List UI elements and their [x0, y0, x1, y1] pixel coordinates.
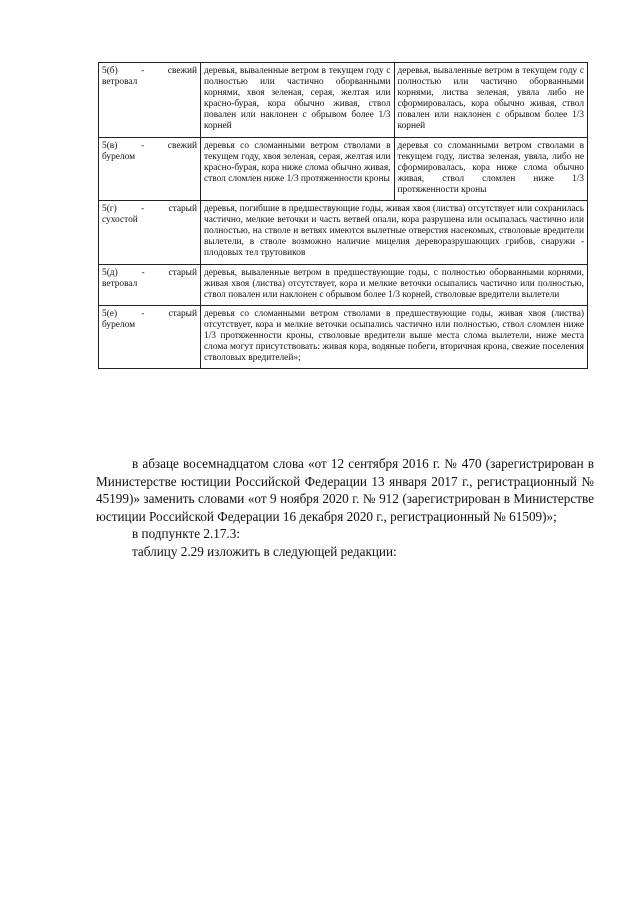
category-label: 5(б) - свежий	[102, 66, 197, 76]
category-label-line2: ветровал	[102, 278, 138, 289]
category-cell	[99, 63, 201, 138]
coniferous-description-cell: деревья, вываленные ветром в текущем году с полностью или частично оборванными корнями, хвоя зеленая, серая, желтая или красно-бурая, кора обычно живая, ствол повален или наклонен с обрывом более 1/3 корней	[201, 63, 395, 138]
deciduous-description-cell: деревья со сломанными ветром стволами в текущем году, листва зеленая, увяла, либо не сформировалась, кора ниже слома обычно живая, ствол сломлен ниже 1/3 протяженности кроны	[394, 137, 588, 200]
category-label-line2: бурелом	[102, 151, 136, 162]
deciduous-description-cell: деревья, вываленные ветром в текущем году с полностью или частично оборванными корнями, листва зеленая, увяла либо не сформировалась, кора обычно живая, ствол повален или наклонен с обрывом более 1/3 корней	[394, 63, 588, 138]
merged-description-cell: деревья со сломанными ветром стволами в предшествующие годы, живая хвоя (листва) отсутствует, кора и мелкие веточки осыпались частично или полностью, ствол сломлен ниже 1/3 протяженности кроны, стволовые вредители выше места слома вылетели, ниже места слома могут присутствовать: живая кора, водяные побеги, вторичная крона, свежие поселения стволовых вредителей»;	[201, 305, 588, 368]
category-cell	[99, 201, 201, 264]
paragraph-subclause: в подпункте 2.17.3:	[132, 526, 240, 542]
merged-description-cell: деревья, погибшие в предшествующие годы, живая хвоя (листва) отсутствует или сохранилась частично, мелкие веточки и часть ветвей опали, кора разрушена или осыпалась частично или полностью, на стволе и ветвях имеются вылетные отверстия насекомых, стволовые вредители вылетели, в стволе возможно наличие мицелия дереворазрушающих грибов, снаружи - плодовых тел трутовиков	[201, 201, 588, 264]
table-row	[99, 63, 588, 138]
paragraph-table-edit: таблицу 2.29 изложить в следующей редакции:	[132, 543, 397, 559]
coniferous-description-cell: деревья со сломанными ветром стволами в текущем году, хвоя зеленая, серая, желтая или красно-бурая, кора ниже слома обычно живая, ствол сломлен ниже 1/3 протяженности кроны	[201, 137, 395, 200]
category-label-line2: сухостой	[102, 215, 138, 226]
table-row	[99, 305, 588, 368]
tree-category-table	[98, 62, 588, 369]
table-row	[99, 264, 588, 305]
category-cell	[99, 137, 201, 200]
category-label: 5(д) - старый	[102, 267, 197, 278]
paragraph-amendment: в абзаце восемнадцатом слова «от 12 сентября 2016 г. № 470 (зарегистрирован в Министерстве юстиции Российской Федерации 13 января 2017 г., регистрационный № 45199)» заменить словами «от 9 ноября 2020 г. № 912 (зарегистрирован в Министерстве юстиции Российской Федерации 16 декабря 2020 г., регистрационный № 61509)»;	[96, 456, 594, 524]
category-label: 5(е) - старый	[102, 308, 197, 319]
table-row	[99, 201, 588, 264]
merged-description-cell: деревья, вываленные ветром в предшествующие годы, с полностью оборванными корнями, живая хвоя (листва) отсутствует, кора и мелкие веточки осыпались частично или полностью, ствол повален или наклонен с обрывом более 1/3 корней, стволовые вредители вылетели	[201, 264, 588, 305]
category-cell	[99, 264, 201, 305]
category-label-line2: бурелом	[102, 319, 136, 330]
body-text	[96, 455, 594, 561]
category-label: 5(г) - старый	[102, 204, 197, 215]
category-cell	[99, 305, 201, 368]
table-row	[99, 137, 588, 200]
category-label-line2: ветровал	[102, 77, 138, 88]
category-label: 5(в) - свежий	[102, 140, 197, 151]
